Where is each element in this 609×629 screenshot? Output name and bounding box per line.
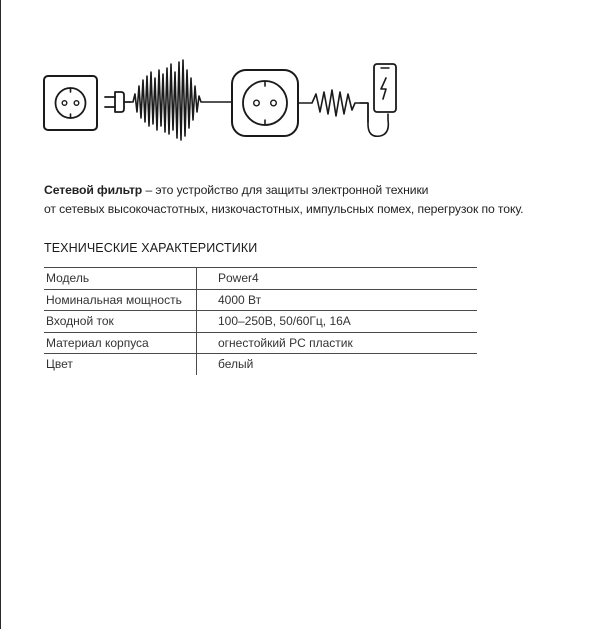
filter-diagram	[0, 0, 609, 160]
specs-table	[44, 267, 477, 375]
table-row	[44, 332, 477, 354]
phone-charging-icon	[374, 64, 396, 112]
intro-line-1	[44, 181, 584, 200]
table-row	[44, 289, 477, 311]
spec-value: Power4	[197, 268, 478, 290]
plug-icon	[105, 92, 130, 112]
intro-line-2: от сетевых высокочастотных, низкочастотных, импульсных помех, перегрузок по току.	[44, 202, 524, 216]
wall-socket-icon	[44, 76, 97, 130]
spec-label: Модель	[44, 268, 197, 290]
noise-wave-icon	[130, 60, 232, 140]
table-row	[44, 354, 477, 375]
spec-value: 4000 Вт	[197, 289, 478, 311]
spec-value: 100–250В, 50/60Гц, 16А	[197, 311, 478, 333]
residual-wave-icon	[298, 90, 368, 122]
spec-value: огнестойкий PC пластик	[197, 332, 478, 354]
specs-title: ТЕХНИЧЕСКИЕ ХАРАКТЕРИСТИКИ	[44, 241, 258, 255]
intro-definition: – это устройство для защиты электронной техники	[142, 183, 429, 197]
spec-label: Материал корпуса	[44, 332, 197, 354]
filter-socket-icon	[232, 70, 298, 136]
intro-paragraph	[44, 181, 584, 219]
table-row	[44, 268, 477, 290]
spec-value: белый	[218, 357, 254, 372]
spec-label: Цвет	[44, 354, 197, 375]
intro-term: Сетевой фильтр	[44, 183, 143, 197]
spec-label: Номинальная мощность	[44, 289, 197, 311]
table-row	[44, 311, 477, 333]
spec-label: Входной ток	[44, 311, 197, 333]
